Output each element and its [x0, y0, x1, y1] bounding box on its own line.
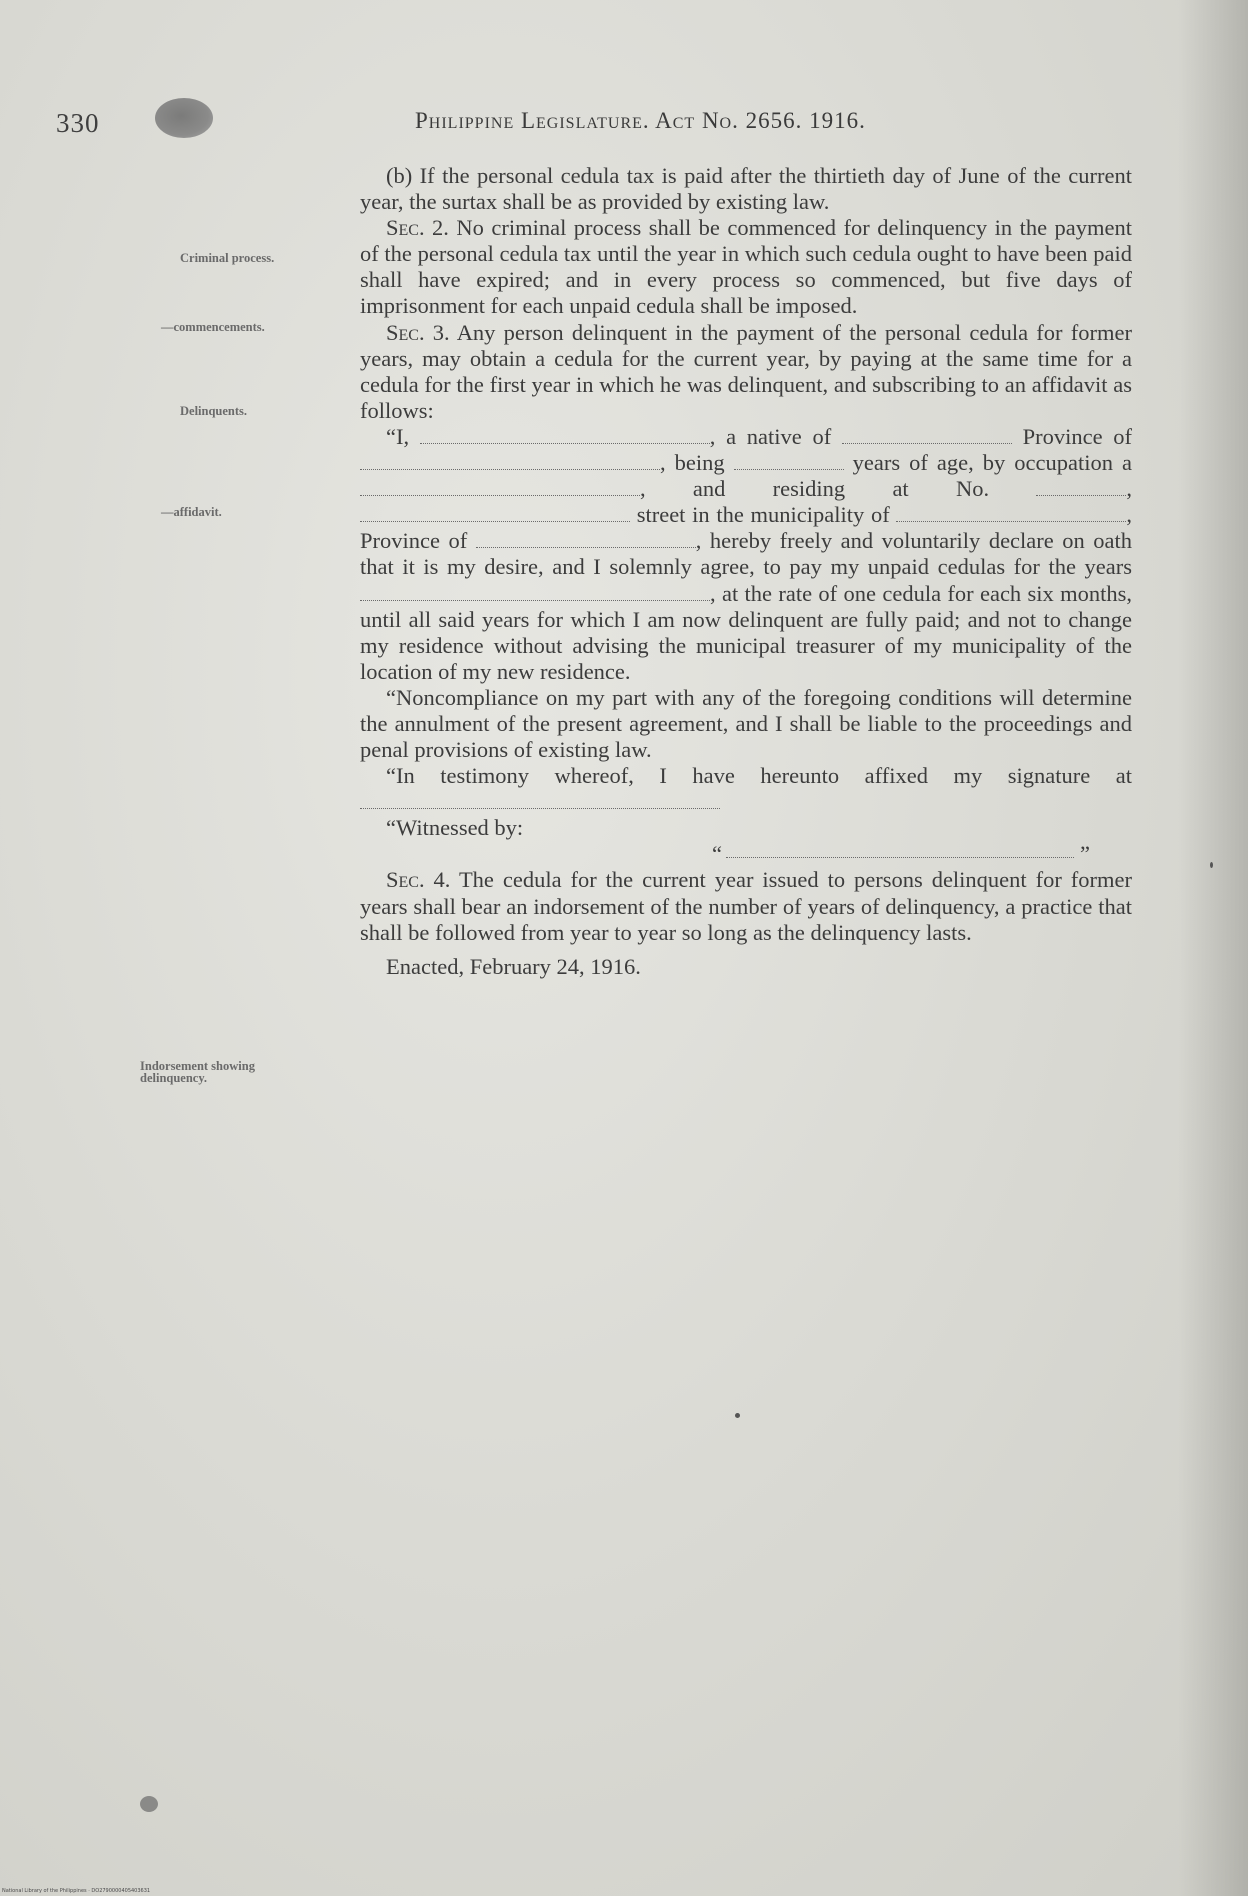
affidavit-at-no: at No.: [892, 476, 990, 502]
affidavit-years: years: [852, 450, 901, 476]
affidavit-province-of-2: , Province of: [360, 502, 1133, 554]
paper-speck: [735, 1413, 740, 1418]
occupation-blank: [360, 479, 640, 496]
section-4: [360, 867, 1132, 945]
affidavit-street: street in the municipality of: [636, 502, 890, 528]
province-blank-2: [476, 531, 696, 548]
testimony-text: “In testimony whereof, I have hereunto affixed my signature at: [386, 763, 1132, 789]
section-4-label: Sec. 4.: [386, 867, 451, 893]
birthplace-blank: [842, 427, 1012, 444]
affidavit-native-of: , a native of: [709, 423, 832, 449]
signature-open-quote: “: [712, 841, 722, 867]
age-blank: [734, 453, 844, 470]
affidavit-rate: , at the rate of one cedula for each six months, until all said years for which I am now delinquent are fully paid; and not to change my residence without advising the municipal treasurer of my municipality of the location of my new residence.: [360, 580, 1132, 684]
noncompliance-paragraph: “Noncompliance on my part with any of the foregoing conditions will determine the annulment of the present agreement, and I shall be liable to the proceedings and penal provisions of existing law.: [360, 684, 1132, 763]
margin-note-commencements: —commencements.: [161, 320, 265, 334]
section-3-text: Any person delinquent in the payment of the personal cedula for former years, may obtain a cedula for the current year, by paying at the same time for a cedula for the first year in which he was delinquent, and subscribing to an affidavit as follows:: [360, 319, 1132, 423]
municipality-blank: [896, 505, 1126, 522]
page-number: 330: [56, 108, 100, 138]
signature-line: [360, 841, 1132, 867]
affidavit-province-of: Province of: [1022, 423, 1132, 449]
act-body: [360, 163, 1132, 980]
province-blank: [360, 453, 660, 470]
signature-close-quote: ”: [1080, 841, 1090, 867]
running-head: Philippine Legislature. Act No. 2656. 1916.: [415, 108, 866, 133]
page-edge-shadow: [1178, 0, 1248, 1896]
affidavit-of-age: of age, by occupation a: [909, 450, 1132, 476]
margin-note-indorsement: Indorsement showing delinquency.: [140, 1059, 255, 1085]
footer-attribution: National Library of the Philippines · DO2790000405403631: [2, 1888, 151, 1894]
affidavit-i: “I,: [386, 423, 410, 449]
house-number-blank: [1036, 479, 1126, 496]
paper-speck-2: [1210, 862, 1213, 868]
section-3-label: Sec. 3.: [386, 319, 450, 345]
section-3: [360, 320, 1132, 424]
section-2-text: No criminal process shall be commenced for delinquency in the payment of the personal cedula tax until the year in which such cedula ought to have been paid shall have expired; and in every process so commenced, but five days of imprisonment for each unpaid cedula shall be imposed.: [360, 215, 1133, 319]
enacted-date: Enacted, February 24, 1916.: [386, 953, 641, 979]
street-blank: [360, 505, 630, 522]
affidavit-comma: ,: [1126, 476, 1132, 502]
paper-stain: [140, 1796, 158, 1812]
name-blank: [420, 427, 710, 444]
section-2-label: Sec. 2.: [386, 215, 449, 241]
section-2: [360, 215, 1132, 319]
signature-place-blank: [360, 792, 720, 809]
affidavit-hereby: hereby freely and voluntarily declare on oath that it is my desire, and I solemnly agree, to pay my unpaid cedulas for the years: [360, 528, 1133, 580]
margin-note-delinquents: Delinquents.: [180, 404, 248, 418]
testimony-paragraph: [360, 763, 1132, 815]
affidavit-being: , being: [660, 450, 725, 476]
margin-note-affidavit: —affidavit.: [161, 505, 222, 519]
affidavit-comma-end: ,: [695, 528, 702, 554]
witnessed-line: “Witnessed by:: [386, 815, 524, 841]
margin-note-criminal-process: Criminal process.: [180, 251, 275, 265]
section-4-text: The cedula for the current year issued to persons delinquent for former years shall bear an indorsement of the number of years of delinquency, a practice that shall be followed from year to year so long as the delinquency lasts.: [360, 867, 1132, 945]
years-blank: [360, 584, 710, 601]
paragraph-b: (b) If the personal cedula tax is paid after the thirtieth day of June of the current year, the surtax shall be as provided by existing law.: [360, 163, 1132, 215]
affidavit-form: [360, 424, 1132, 685]
signature-blank: [726, 857, 1074, 858]
ink-blot: [155, 98, 213, 138]
affidavit-and-residing: , and residing: [640, 476, 846, 502]
